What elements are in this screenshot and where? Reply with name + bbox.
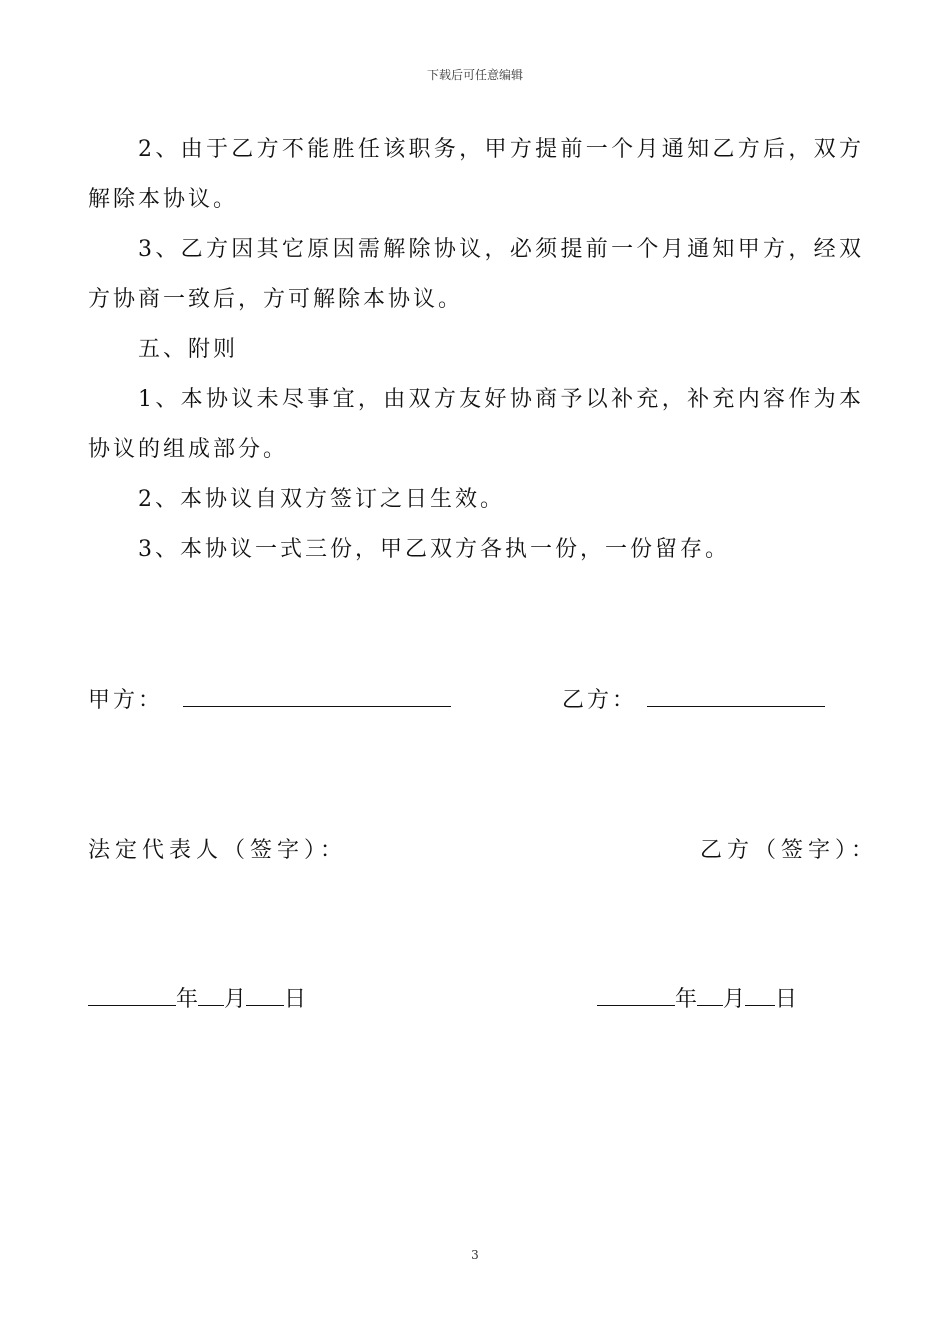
year-line[interactable] <box>88 985 176 1006</box>
day-line[interactable] <box>745 985 775 1006</box>
month-line[interactable] <box>198 985 224 1006</box>
day-label: 日 <box>284 987 307 1012</box>
day-label: 日 <box>775 987 798 1012</box>
party-b-label: 乙方： <box>562 688 638 713</box>
year-label: 年 <box>176 987 199 1012</box>
party-a-date-row <box>88 982 306 1013</box>
clause-paragraph: 3、本协议一式三份，甲乙双方各执一份，一份留存。 <box>138 537 730 562</box>
party-b-signature-line[interactable] <box>647 686 825 707</box>
year-line[interactable] <box>597 985 675 1006</box>
year-label: 年 <box>675 987 698 1012</box>
clause-paragraph: 1、本协议未尽事宜，由双方友好协商予以补充，补充内容作为本协议的组成部分。 <box>88 387 864 462</box>
day-line[interactable] <box>246 985 284 1006</box>
party-a-signature-line[interactable] <box>183 686 451 707</box>
month-label: 月 <box>723 987 746 1012</box>
page-header: 下载后可任意编辑 <box>426 68 523 82</box>
page-number: 3 <box>471 1248 479 1262</box>
party-b-sign-label: 乙方（签字）： <box>700 838 879 863</box>
party-b-signature-row <box>562 683 825 714</box>
section-heading: 五、附则 <box>138 337 239 362</box>
clause-paragraph: 3、乙方因其它原因需解除协议，必须提前一个月通知甲方，经双方协商一致后，方可解除本协议。 <box>88 237 864 312</box>
legal-rep-label: 法定代表人（签字）： <box>88 838 348 863</box>
month-label: 月 <box>224 987 247 1012</box>
party-a-signature-row <box>88 683 451 714</box>
clause-paragraph: 2、本协议自双方签订之日生效。 <box>138 487 505 512</box>
party-b-date-row <box>597 982 797 1013</box>
party-a-label: 甲方： <box>88 688 164 713</box>
document-body <box>88 125 864 575</box>
month-line[interactable] <box>697 985 723 1006</box>
clause-paragraph: 2、由于乙方不能胜任该职务，甲方提前一个月通知乙方后，双方解除本协议。 <box>88 137 864 212</box>
